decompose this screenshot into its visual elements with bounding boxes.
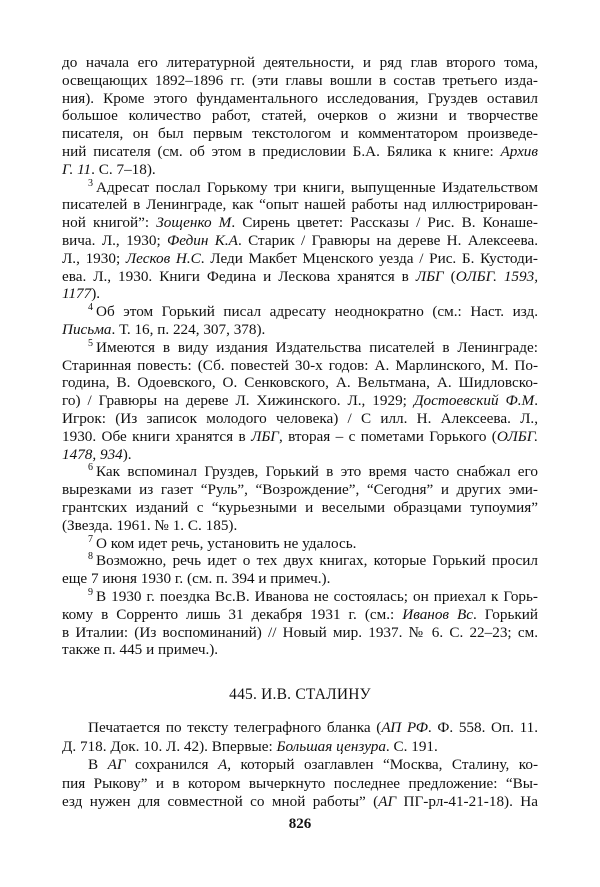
italic-text: 1177 [62,285,92,303]
text: езд нужен для совместной со мной работы” ( [62,793,379,810]
text: О ком идет речь, установить не удалось. [96,534,357,552]
text-line [62,72,538,90]
text-line [62,107,538,125]
text-line [62,321,538,339]
text: В [88,756,108,773]
text: 1930. Обе книги хранятся в [62,427,252,445]
page-number: 826 [288,816,312,832]
italic-text: ЛБГ [415,267,444,285]
text: Д. 718. Док. 10. Л. 42). Впервые: [62,737,277,755]
text: В 1930 г. поездка Вс.В. Иванова не состоялась; он приехал к Горь- [96,588,538,605]
text: ПГ-рл-41-21-18). На [396,793,538,810]
text: сохранился [125,756,218,773]
italic-text: 1478, 934 [62,445,123,463]
text: до начала его литературной деятельности, и ряд глав второго тома, [62,54,538,71]
text-line [62,606,538,624]
text: освещающих 1892–1896 гг. (эти главы вошли в состав третьего изда- [62,71,538,89]
text: ний писателя (см. об этом в предисловии Б.А. Бялика к книге: [62,143,501,160]
text-line [62,481,538,499]
text-line [62,446,538,464]
footnote-number: 9 [88,588,93,598]
text-line [62,624,538,642]
text-line [88,303,538,321]
text-line [62,250,538,268]
text-line [88,179,538,197]
text-line [62,499,538,517]
text: Игрок: (Из записок молодого человека) / С илл. Н. Алексеева. Л., [62,410,538,427]
text: кому в Сорренто лишь 31 декабря 1931 г. (см.: [62,605,403,623]
text: писателей в Ленинграде, как “опыт нашей работы над иллюстрирован- [62,196,538,214]
text: , который озаглавлен “Москва, Сталину, ко- [227,756,538,773]
text: Адресат послал Горькому три книги, выпущенные Издательством [96,178,538,196]
italic-text: Большая цензура [276,737,386,755]
italic-text: Архив [500,143,538,160]
text-line [62,125,538,143]
footnote-number: 3 [88,178,93,189]
footnote-number: 6 [88,463,93,474]
text-line [88,463,538,481]
text: ( [443,267,456,285]
text-line [88,756,538,774]
italic-text: ЛБГ [251,427,279,445]
text-line [62,775,538,793]
text-line [62,392,538,410]
footnote-number: 8 [88,552,93,563]
text: вырезками из газет “Руль”, “Возрождение”, “Сегодня” и других эми- [62,481,538,499]
text: . Горький [473,605,538,623]
text: . Сирень цветет: Рассказы / Рис. В. Конаше- [231,214,538,232]
text-line [62,570,538,588]
text: Печатается по тексту телеграфного бланка ( [88,719,382,736]
text: ева. Л., 1930. Книги Федина и Лескова хранятся в [62,267,416,285]
text-line [62,428,538,446]
text: ). [91,285,101,303]
text: ной книгой”: [62,214,157,232]
footnote-number: 7 [88,533,93,545]
text: ния). Кроме этого фундаментального исследования, Груздев оставил [62,89,538,107]
footnote-number: 4 [88,303,93,314]
italic-text: Лесков Н.С [125,249,201,267]
text: писателя, он был первым текстологом и комментатором произведе- [62,125,538,143]
italic-text: ОЛБГ. 1593, [455,267,538,285]
text: Л., 1930; [62,249,126,267]
text-line [88,719,538,737]
text: Как вспоминал Груздев, Горький в это время часто снабжал его [96,463,538,481]
italic-text: Письма [62,321,112,338]
italic-text: АГ [107,756,126,773]
text: еще 7 июня 1930 г. (см. п. 394 и примеч.). [62,570,331,588]
text-line [62,268,538,286]
text-line [88,339,538,357]
text: ). [122,445,132,463]
text: . Старик / Гравюры на дереве Н. Алексеева. [237,232,538,249]
text-line [88,535,538,553]
text-line [62,517,538,535]
text: . Т. 16, п. 224, 307, 378). [111,321,266,338]
italic-text: АГ [378,793,397,810]
text-line [62,793,538,811]
text-line [62,738,538,756]
text: . Ф. 558. Оп. 11. [427,719,538,736]
italic-text: Федин К.А [167,232,238,249]
text: го) / Гравюры на дереве Л. Хижинского. Л., 1929; [62,392,414,410]
text: . С. 7–18). [91,160,156,178]
text: большое количество работ, статей, очерков о жизни и творчестве [62,107,538,125]
text: . [534,392,538,410]
text-line [62,54,538,72]
text: Имеются в виду издания Издательства писателей в Ленинграде: [96,338,538,356]
text-line [62,161,538,179]
text: , вторая – с пометами Горького ( [278,427,497,445]
text-line [62,214,538,232]
letter-heading: 445. И.В. СТАЛИНУ [229,686,371,703]
text: . С. 191. [385,737,438,755]
italic-text: ОЛБГ. [496,427,538,445]
footnote-number: 5 [88,338,93,349]
italic-text: Иванов Вс [402,605,474,623]
text: година, В. Одоевского, О. Сенковского, А. Вельтмана, А. Шидловско- [62,374,538,392]
italic-text: АП РФ [381,719,428,736]
text: Об этом Горький писал адресату неоднократно (см.: Наст. изд. [96,303,538,321]
text: (Звезда. 1961. № 1. С. 185). [62,516,238,534]
text-line [62,196,538,214]
text: Возможно, речь идет о тех двух книгах, которые Горький просил [96,552,538,570]
italic-text: Достоевский Ф.М [413,392,535,410]
text-line [62,143,538,161]
text-line [88,588,538,606]
text-line [62,641,538,659]
text-line [62,374,538,392]
text: также п. 445 и примеч.). [62,641,219,659]
text: грантских изданий с “курьезными и веселыми образцами тупоумия” [62,499,538,516]
text: пия Рыкову” и в котором вычеркнуто последнее предложение: “Вы- [62,774,538,792]
text-line [62,357,538,375]
text-line [62,232,538,250]
text: . Леди Макбет Мценского уезда / Рис. Б. Кустоди- [200,249,538,267]
italic-text: А [217,756,228,773]
text-line [62,285,538,303]
italic-text: Г. 11 [62,160,92,178]
text: в Италии: (Из воспоминаний) // Новый мир. 1937. № 6. С. 22–23; см. [62,623,538,641]
text: вича. Л., 1930; [62,232,168,249]
text: Старинная повесть: (Сб. повестей 30-х годов: А. Марлинского, М. По- [62,356,538,374]
text-line [88,552,538,570]
italic-text: Зощенко М [156,214,232,232]
text-line [62,90,538,108]
text-line [62,410,538,428]
